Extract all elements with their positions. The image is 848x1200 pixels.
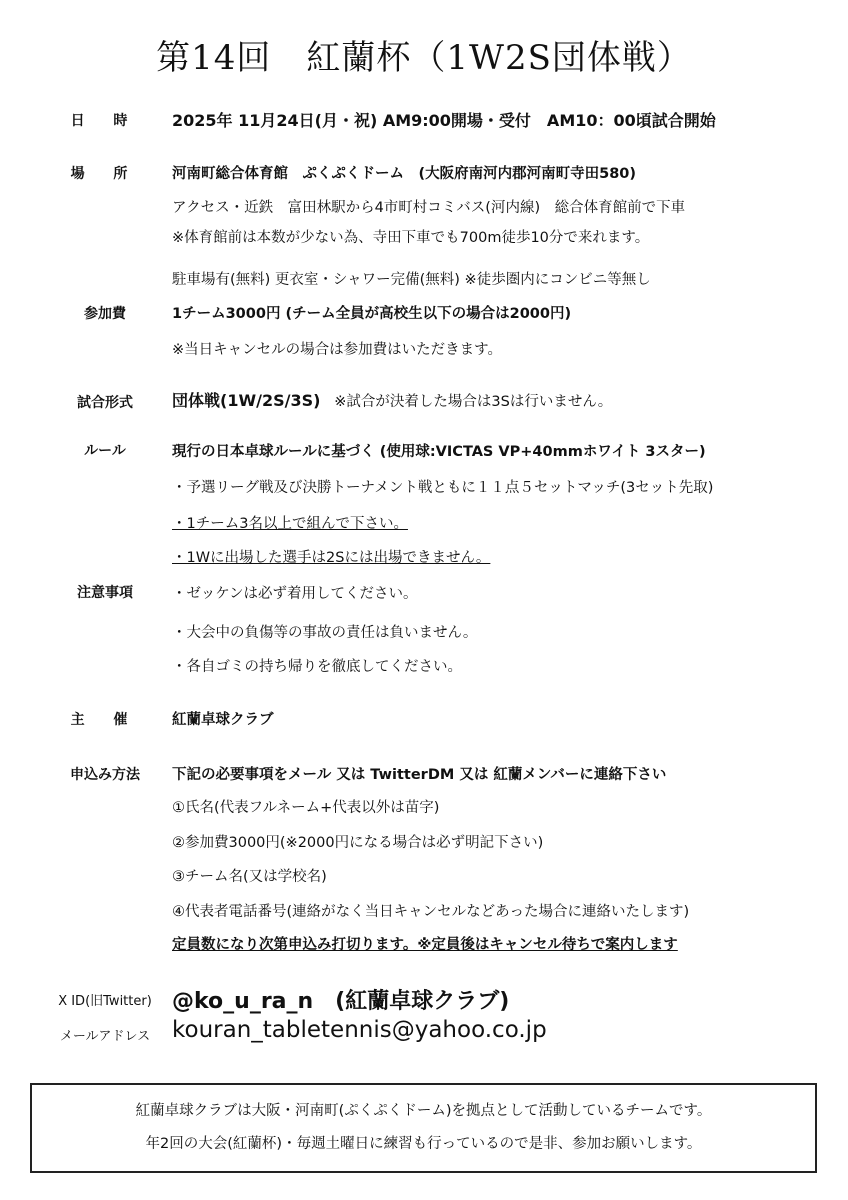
email-value[interactable]: kouran_tabletennis@yahoo.co.jp (172, 1017, 547, 1043)
rules-ball: 現行の日本卓球ルールに基づく (使用球:VICTAS VP+40mmホワイト 3スター) (172, 444, 706, 460)
venue-facilities: 駐車場有(無料) 更衣室・シャワー完備(無料) ※徒歩圏内にコンビニ等無し (172, 272, 651, 288)
venue-label: 場 所 (70, 166, 140, 182)
venue-address: 河南町総合体育館 ぷくぷくドーム (大阪府南河内郡河南町寺田580) (172, 166, 637, 182)
rules-match: ・予選リーグ戦及び決勝トーナメント戦ともに１１点５セットマッチ(3セット先取) (172, 480, 714, 496)
rules-team-size: ・1チーム3名以上で組んで下さい。 (172, 516, 408, 532)
rules-player-limit: ・1Wに出場した選手は2Sには出場できません。 (172, 550, 491, 566)
schedule-text: 2025年 11月24日(月・祝) AM9:00開場・受付 AM10：00頃試合開始 (172, 111, 716, 130)
organizer-label: 主 催 (70, 712, 140, 728)
page-title: 第14回 紅蘭杯（1W2S団体戦） (156, 38, 692, 78)
organizer-name: 紅蘭卓球クラブ (172, 712, 274, 728)
application-label: 申込み方法 (70, 767, 140, 783)
rules-label: ルール (84, 443, 126, 459)
application-deadline: 定員数になり次第申込み打切ります。※定員後はキャンセル待ちで案内します (172, 937, 678, 953)
x-id-label: X ID(旧Twitter) (58, 994, 152, 1009)
notes-bib: ・ゼッケンは必ず着用してください。 (172, 586, 418, 602)
notes-trash: ・各自ゴミの持ち帰りを徹底してください。 (172, 659, 462, 675)
format-main: 団体戦(1W/2S/3S) (172, 391, 321, 410)
x-id-value[interactable]: @ko_u_ra_n (紅蘭卓球クラブ) (172, 989, 510, 1014)
footer-line-1: 紅蘭卓球クラブは大阪・河南町(ぷくぷくドーム)を拠点として活動しているチームです。 (135, 1103, 712, 1119)
application-item-name: ①氏名(代表フルネーム+代表以外は苗字) (172, 800, 440, 816)
application-intro: 下記の必要事項をメール 又は TwitterDM 又は 紅蘭メンバーに連絡下さい (172, 767, 667, 783)
schedule-label: 日 時 (70, 113, 140, 129)
format-label: 試合形式 (77, 395, 133, 411)
format-note: ※試合が決着した場合は3Sは行いません。 (334, 394, 613, 410)
venue-access-note: ※体育館前は本数が少ない為、寺田下車でも700m徒歩10分で来れます。 (172, 230, 650, 246)
notes-liability: ・大会中の負傷等の事故の責任は負いません。 (172, 625, 478, 641)
fee-amount: 1チーム3000円 (チーム全員が高校生以下の場合は2000円) (172, 306, 572, 322)
footer-line-2: 年2回の大会(紅蘭杯)・毎週土曜日に練習も行っているので是非、参加お願いします。 (145, 1136, 702, 1152)
email-label: メールアドレス (59, 1029, 151, 1044)
notes-label: 注意事項 (77, 585, 133, 601)
fee-cancel-note: ※当日キャンセルの場合は参加費はいただきます。 (172, 342, 502, 358)
application-item-fee: ②参加費3000円(※2000円になる場合は必ず明記下さい) (172, 835, 544, 851)
application-item-team: ③チーム名(又は学校名) (172, 869, 327, 885)
footer-box (30, 1083, 817, 1173)
format-text (172, 388, 612, 411)
fee-label: 参加費 (84, 306, 126, 322)
application-item-phone: ④代表者電話番号(連絡がなく当日キャンセルなどあった場合に連絡いたします) (172, 904, 690, 920)
venue-access: アクセス・近鉄 富田林駅から4市町村コミバス(河内線) 総合体育館前で下車 (172, 200, 686, 216)
